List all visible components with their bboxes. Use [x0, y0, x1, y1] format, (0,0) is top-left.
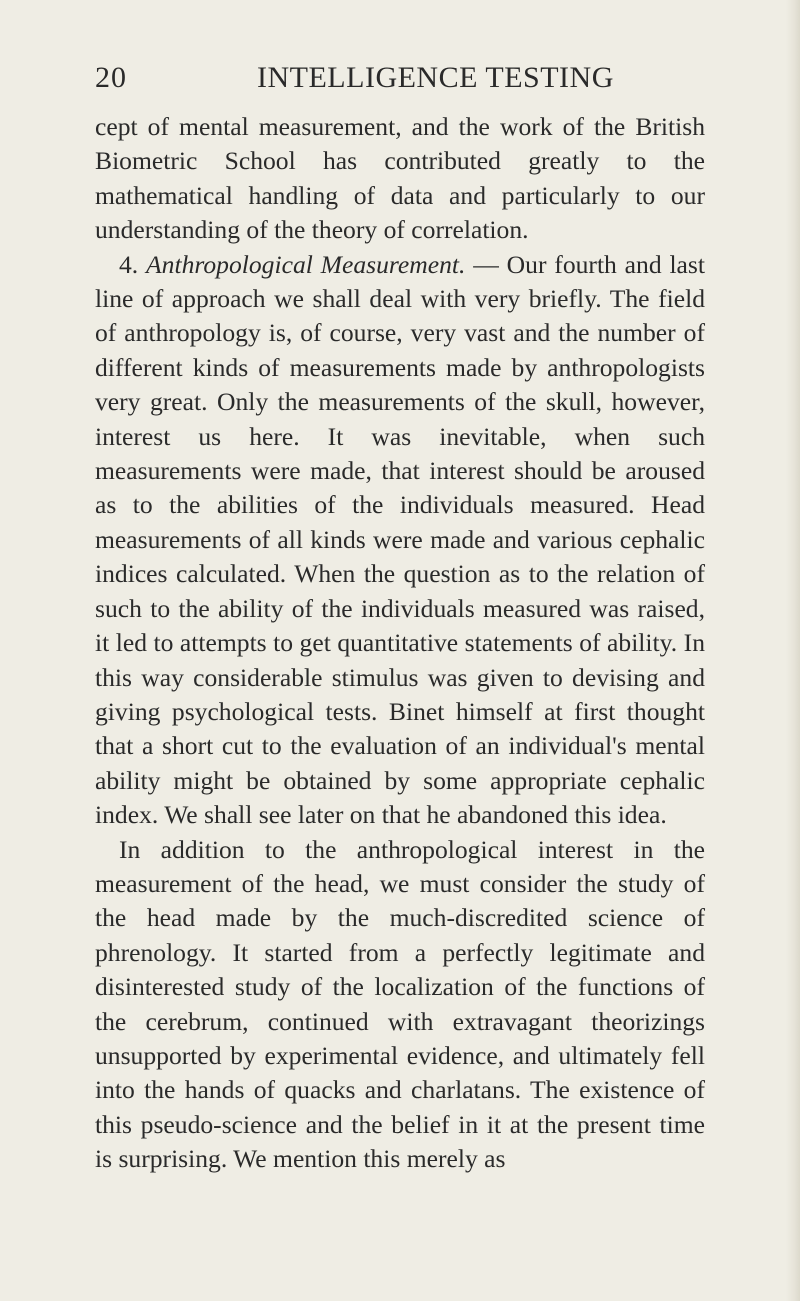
paragraph-anthropological-measurement [95, 248, 705, 833]
section-text: — Our fourth and last line of approach we shall deal with very briefly. The field of anthropology is, of course, very vast and the number of different kinds of measurements made by anthropologists very great. Only the measurements of the skull, however, interest us here. It was inevitable, when such measurements were made, that interest should be aroused as to the abilities of the individuals measured. Head measurements of all kinds were made and various cephalic indices calculated. When the question as to the relation of such to the ability of the individuals measured was raised, it led to attempts to get quantitative statements of ability. In this way considerable stimulus was given to devising and giving psychological tests. Binet himself at first thought that a short cut to the evaluation of an individual's mental ability might be obtained by some appropriate cephalic index. We shall see later on that he abandoned this idea. [95, 249, 705, 830]
page-number: 20 [95, 61, 127, 94]
paragraph-continuation: cept of mental measurement, and the work of the British Biometric School has contributed greatly to the mathematical handling of data and particularly to our understanding of the theory of correlation. [95, 112, 705, 245]
section-number: 4. [119, 249, 139, 279]
page-edge-shadow [786, 0, 800, 1301]
page-header [95, 58, 695, 98]
section-heading: Anthropological Measurement. [146, 249, 466, 279]
body-text [95, 110, 705, 1177]
paragraph-phrenology: In addition to the anthropological interest in the measurement of the head, we must consider the study of the head made by the much-discredited science of phrenology. It started from a perfectly legitimate and disinterested study of the localization of the functions of the cerebrum, continued with extravagant theorizings unsupported by experimental evidence, and ultimately fell into the hands of quacks and charlatans. The existence of this pseudo-science and the belief in it at the present time is surprising. We mention this merely as [95, 834, 705, 1174]
running-head: INTELLIGENCE TESTING [257, 61, 614, 94]
